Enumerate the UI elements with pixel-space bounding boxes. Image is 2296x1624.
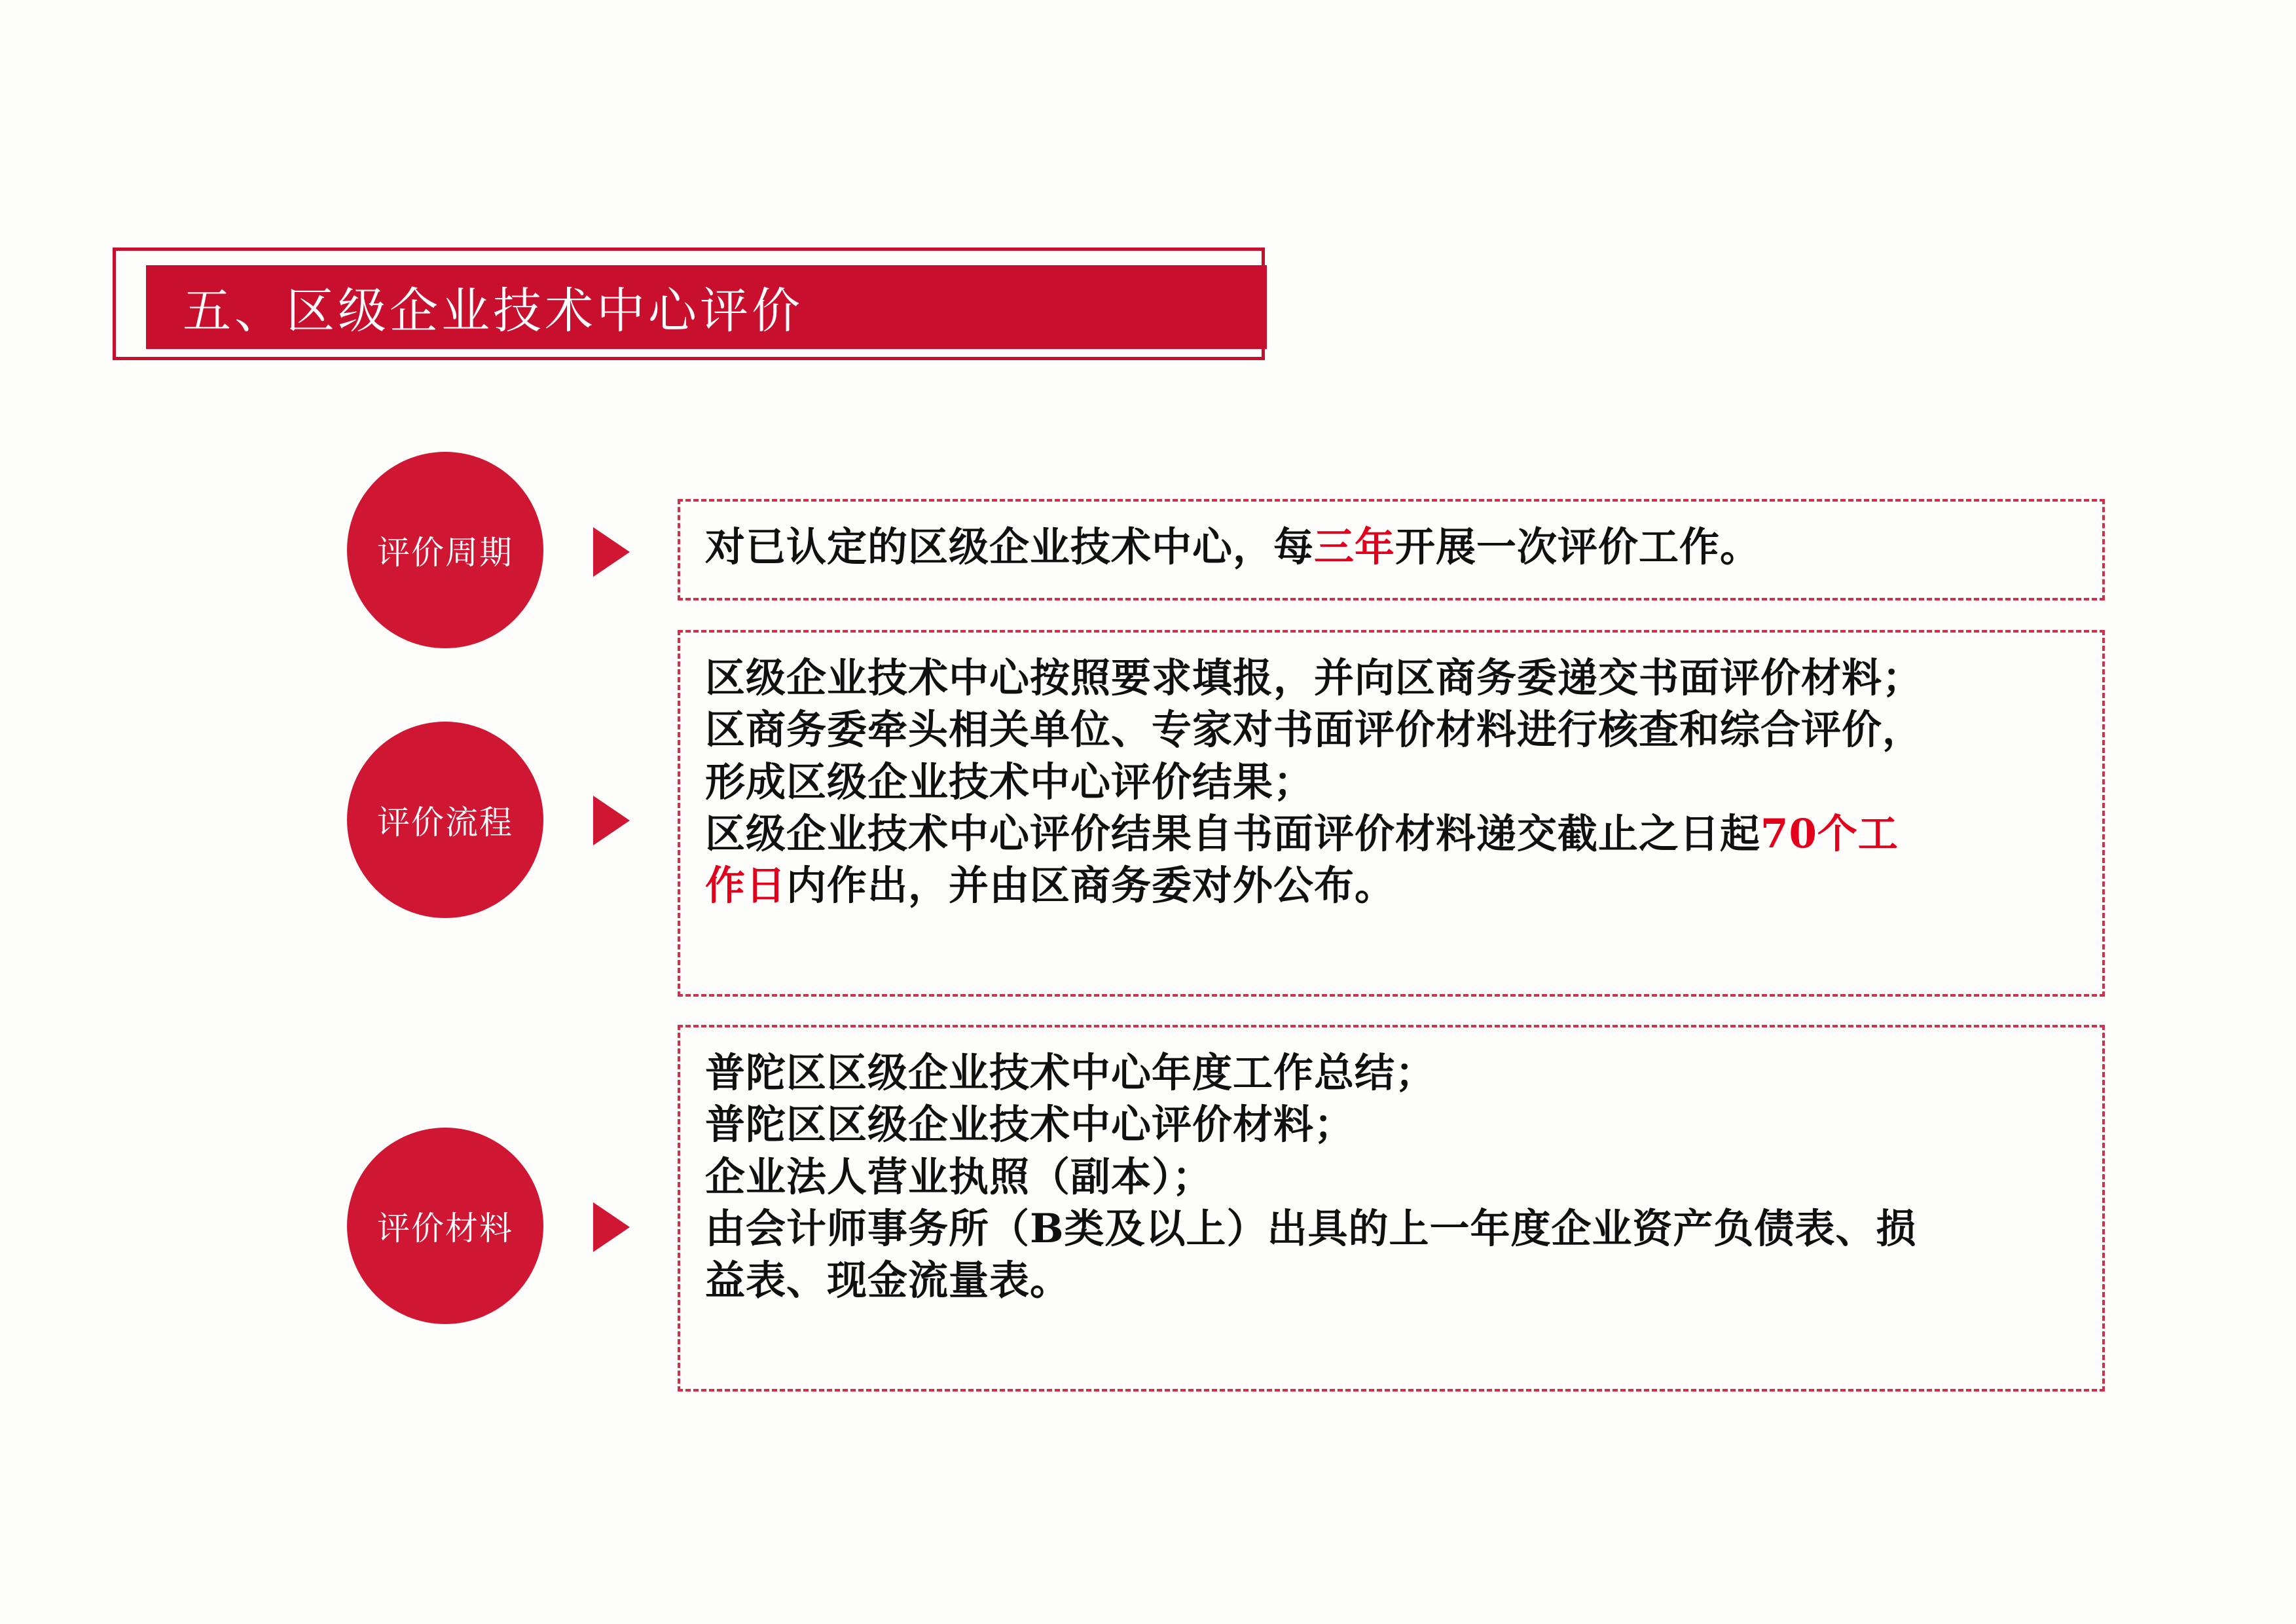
content-line: 益表、现金流量表。 (705, 1257, 1071, 1304)
badge-label: 评价周期 (377, 534, 513, 571)
arrow-icon-cycle (593, 527, 630, 577)
content-line: 形成区级企业技术中心评价结果； (705, 758, 1315, 805)
badge-label: 评价流程 (377, 804, 513, 841)
section-title-banner (113, 248, 1265, 360)
content-line: 区商务委牵头相关单位、专家对书面评价材料进行核查和综合评价， (705, 707, 1923, 754)
content-line: 普陀区区级企业技术中心年度工作总结； (705, 1050, 1436, 1096)
badge-evaluation-materials (347, 1128, 543, 1324)
badge-evaluation-process (347, 722, 543, 918)
content-box-evaluation-cycle (678, 499, 2105, 600)
content-line: 作日内作出，并由区商务委对外公布。 (705, 862, 1396, 910)
page-title: 五、区级企业技术中心评价 (183, 284, 803, 338)
content-line: 由会计师事务所（B类及以上）出具的上一年度企业资产负债表、损 (705, 1205, 1917, 1252)
content-line: 对已认定的区级企业技术中心，每三年开展一次评价工作。 (705, 524, 1761, 570)
arrow-icon-materials (593, 1202, 630, 1252)
content-line: 区级企业技术中心评价结果自书面评价材料递交截止之日起70个工 (705, 810, 1899, 857)
section-title-fill (146, 265, 1267, 349)
content-box-evaluation-materials (678, 1025, 2105, 1392)
badge-evaluation-cycle (347, 452, 543, 648)
content-box-evaluation-process (678, 630, 2105, 997)
arrow-icon-process (593, 796, 630, 845)
content-line: 企业法人营业执照（副本）； (705, 1153, 1213, 1200)
content-line: 区级企业技术中心按照要求填报，并向区商务委递交书面评价材料； (705, 655, 1923, 701)
badge-label: 评价材料 (377, 1210, 513, 1247)
content-line: 普陀区区级企业技术中心评价材料； (705, 1101, 1355, 1149)
